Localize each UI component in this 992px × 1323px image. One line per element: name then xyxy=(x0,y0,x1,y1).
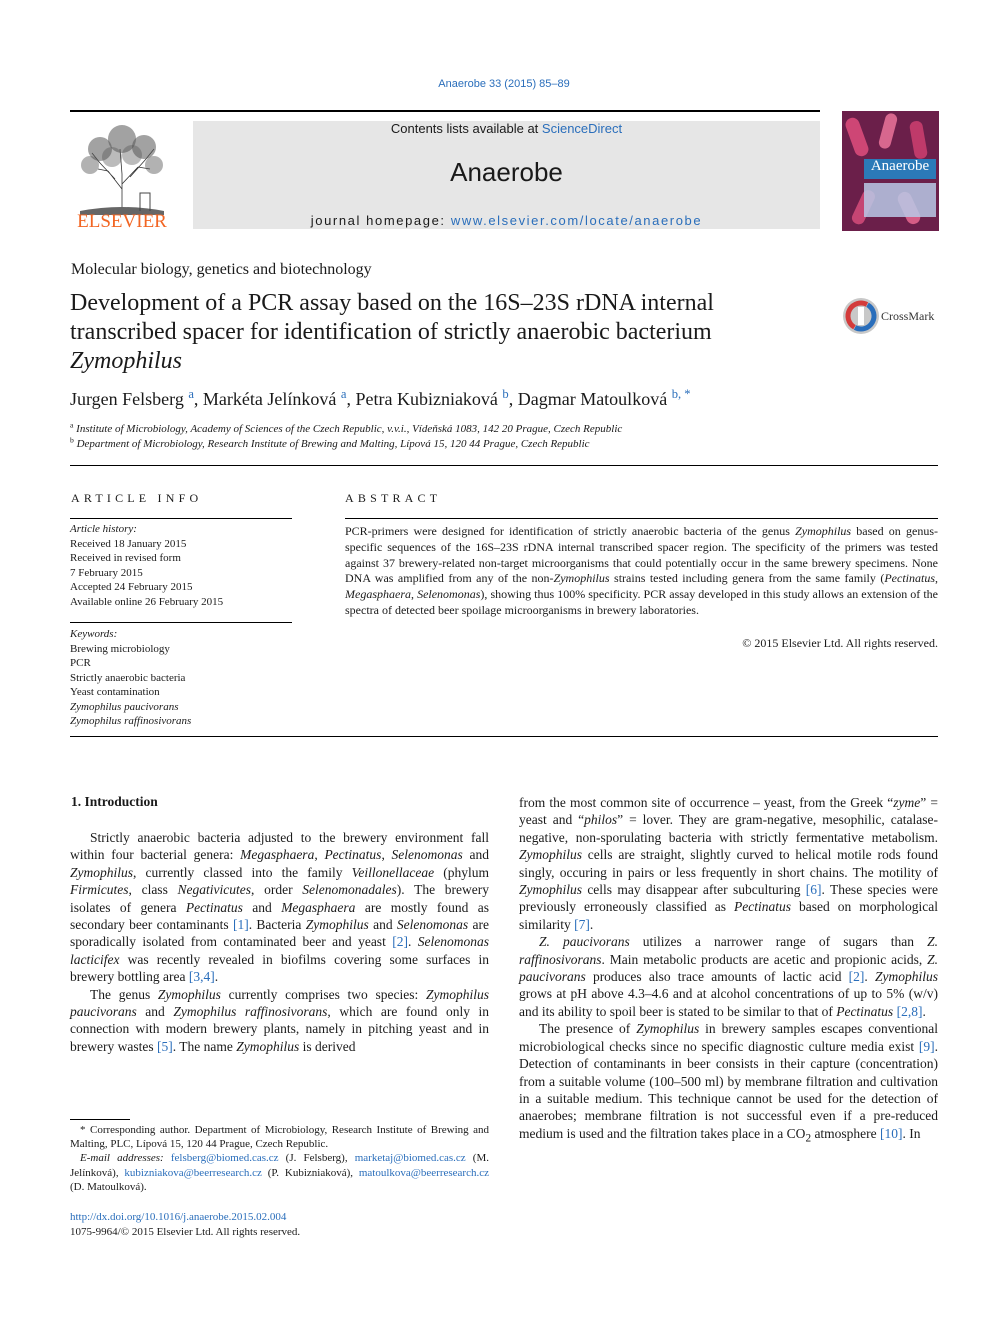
crossmark-icon xyxy=(842,297,880,335)
abstract-heading: ABSTRACT xyxy=(345,491,442,505)
reference-link[interactable]: [3,4] xyxy=(188,969,215,985)
email-link[interactable]: kubizniakova@beerresearch.cz xyxy=(124,1166,262,1179)
info-rule-1 xyxy=(70,518,292,519)
article-title: Development of a PCR assay based on the 16S–23S rDNA internal transcribed spacer for identification of strictly anaerobic bacterium Zymophilus xyxy=(70,290,714,374)
cover-title: Anaerobe xyxy=(870,158,930,174)
keyword: Strictly anaerobic bacteria xyxy=(70,671,186,684)
journal-name: Anaerobe xyxy=(450,157,563,187)
crossmark-badge[interactable] xyxy=(842,297,952,337)
reference-link[interactable]: [10] xyxy=(880,1125,903,1141)
author-name[interactable]: Markéta Jelínková xyxy=(202,389,337,409)
abstract-text: PCR-primers were designed for identification of strictly anaerobic bacteria of the genus Zymophilus based on genus-specific sequences of the 16S–23S rDNA internal transcribed spacer region. The specificity of the primers was tested against 37 brewery-related non-target microorganisms that could potentially occur in the same brewery specimens. None DNA was amplified from any of the non-Zymophilus strains tested including genera from the same family (Pectinatus, Megasphaera, Selenomonas), showing thus 100% specificity. PCR assay developed in this study allows an extension of the spectra of detected beer spoilage microorganisms in brewery laboratories. xyxy=(345,524,938,617)
author-name[interactable]: Dagmar Matoulková xyxy=(517,389,668,409)
paragraph: Z. paucivorans utilizes a narrower range of sugars than Z. raffinosivorans. Main metabolic products are acetic and propionic acids, Z. paucivorans produces also trace amounts of lactic acid [2]. Zymophilus grows at pH above 4.3–4.6 and at alcohol concentrations of up to 5% (w/v) and its ability to spoil beer is stated to be similar to that of Pectinatus [2,8]. xyxy=(519,934,938,1019)
footnotes xyxy=(70,1123,489,1194)
body-column-right xyxy=(519,794,938,1148)
reference-link[interactable]: [5] xyxy=(156,1038,173,1054)
author-name[interactable]: Jurgen Felsberg xyxy=(70,389,184,409)
body-column-left xyxy=(70,829,489,1055)
keyword: Brewing microbiology xyxy=(70,642,170,655)
corresponding-author-note: * Corresponding author. Department of Microbiology, Research Institute of Brewing and Malting, PLC, Lípová 15, 120 44 Prague, Czech Republic. xyxy=(70,1124,489,1151)
affiliation-b: $^b$ Department of Microbiology, Research Institute of Brewing and Malting, Lípová 15, 120 44 Prague, Czech Republic xyxy=(70,435,590,450)
journal-homepage: journal homepage: www.elsevier.com/locate/anaerobe xyxy=(310,213,703,228)
reference-link[interactable]: [7] xyxy=(574,916,590,932)
contents-line: Contents lists available at ScienceDirect xyxy=(390,121,623,136)
email-link[interactable]: marketaj@biomed.cas.cz xyxy=(354,1152,466,1165)
footnote-rule xyxy=(70,1119,130,1120)
abstract-rule xyxy=(345,518,938,519)
homepage-link[interactable]: www.elsevier.com/locate/anaerobe xyxy=(450,213,703,228)
paragraph: The presence of Zymophilus in brewery samples escapes conventional microbiological checks since no specific diagnostic culture media exist [9]. Detection of contaminants in beer consists in their capture (concentration) from a suitable volume (100–500 ml) by membrane filtration and cultivation in a suitable medium. This technique cannot be used for the detection of anaerobes; membrane filtration is not successful even if a pre-reduced medium is used and the filtration takes place in a $CO_2$ atmosphere [10]. In xyxy=(519,1021,939,1145)
reference-link[interactable]: [9] xyxy=(918,1038,935,1054)
keywords: Keywords: Brewing microbiology PCR Strictly anaerobic bacteria Yeast contamination Zymophilus paucivorans Zymophilus raffinosivorans xyxy=(70,627,292,729)
info-rule-2 xyxy=(70,622,292,623)
keyword: Yeast contamination xyxy=(70,686,160,698)
crossmark-label: CrossMark xyxy=(881,309,935,323)
sciencedirect-link[interactable]: ScienceDirect xyxy=(541,121,623,136)
doi-link[interactable]: http://dx.doi.org/10.1016/j.anaerobe.2015.02.004 xyxy=(70,1211,287,1223)
elsevier-logo xyxy=(70,119,174,231)
paragraph: Strictly anaerobic bacteria adjusted to the brewery environment fall within four bacterial genera: Megasphaera, Pectinatus, Selenomonas and Zymophilus, currently classed into the family Veillonellaceae (phylum Firmicutes, class Negativicutes, order Selenomonadales). The brewery isolates of genera Pectinatus and Megasphaera are mostly found as secondary beer contaminants [1]. Bacteria Zymophilus and Selenomonas are sporadically isolated from contaminated beer and yeast [2]. Selenomonas lacticifex was recently revealed in biofilms covering some surfaces in brewery bottling area [3,4]. xyxy=(70,830,490,985)
author-list: Jurgen Felsberg $^a$, Markéta Jelínková $^a$, Petra Kubizniaková $^b$, Dagmar Matoulková $^{b, *}$ xyxy=(70,387,691,409)
reference-link[interactable]: [6] xyxy=(805,882,822,898)
header-top-rule xyxy=(70,110,820,112)
reference-link[interactable]: [2] xyxy=(392,934,408,950)
abstract-copyright: © 2015 Elsevier Ltd. All rights reserved. xyxy=(742,636,938,650)
article-history: Article history: Received 18 January 2015 Received in revised form 7 February 2015 Accepted 24 February 2015 Available online 26 February 2015 xyxy=(70,523,224,608)
journal-cover[interactable] xyxy=(842,111,939,231)
keyword: Zymophilus paucivorans xyxy=(70,700,179,713)
title-bottom-rule xyxy=(70,465,938,466)
keyword: PCR xyxy=(70,657,91,669)
section-heading-introduction: 1. Introduction xyxy=(71,794,158,809)
email-addresses: E-mail addresses: felsberg@biomed.cas.cz (J. Felsberg), marketaj@biomed.cas.cz (M. Jelínková), kubizniakova@beerresearch.cz (P. Kubizniaková), matoulkova@beerresearch.cz (D. Matoulková). xyxy=(70,1152,489,1193)
reference-link[interactable]: [2,8] xyxy=(896,1003,923,1019)
elsevier-wordmark: ELSEVIER xyxy=(77,211,167,232)
paragraph: The genus Zymophilus currently comprises two species: Zymophilus paucivorans and Zymophilus raffinosivorans, which are found only in connection with modern brewery plants, namely in pitching yeast and in brewery wastes [5]. The name Zymophilus is derived xyxy=(70,986,490,1054)
article-info-heading: ARTICLE INFO xyxy=(71,491,203,505)
affiliation-a: $^a$ Institute of Microbiology, Academy of Sciences of the Czech Republic, v.v.i., Vídeňská 1083, 142 20 Prague, Czech Republic xyxy=(70,420,623,435)
journal-citation[interactable]: Anaerobe 33 (2015) 85–89 xyxy=(438,78,570,90)
reference-link[interactable]: [2] xyxy=(848,969,865,985)
reference-link[interactable]: [1] xyxy=(232,917,249,933)
issn-line: 1075-9964/© 2015 Elsevier Ltd. All rights reserved. xyxy=(70,1226,301,1238)
author-name[interactable]: Petra Kubizniaková xyxy=(355,389,498,409)
paragraph: from the most common site of occurrence – yeast, from the Greek “zyme” = yeast and “philos” = lover. They are gram-negative, mesophilic, catalase-negative, non-sporulating bacteria with strictly fermentative metabolism. Zymophilus cells are straight, slightly curved to helical motile rods found singly, occuring in pairs or less frequently in short chains. The motility of Zymophilus cells may disappear after subculturing [6]. These species were previously erroneously classified as Pectinatus based on morphological similarity [7]. xyxy=(519,795,938,932)
section-tag: Molecular biology, genetics and biotechnology xyxy=(71,261,372,278)
keyword: Zymophilus raffinosivorans xyxy=(70,715,192,727)
email-link[interactable]: matoulkova@beerresearch.cz xyxy=(358,1166,489,1179)
email-link[interactable]: felsberg@biomed.cas.cz xyxy=(170,1152,279,1165)
abstract-bottom-rule xyxy=(70,736,938,737)
